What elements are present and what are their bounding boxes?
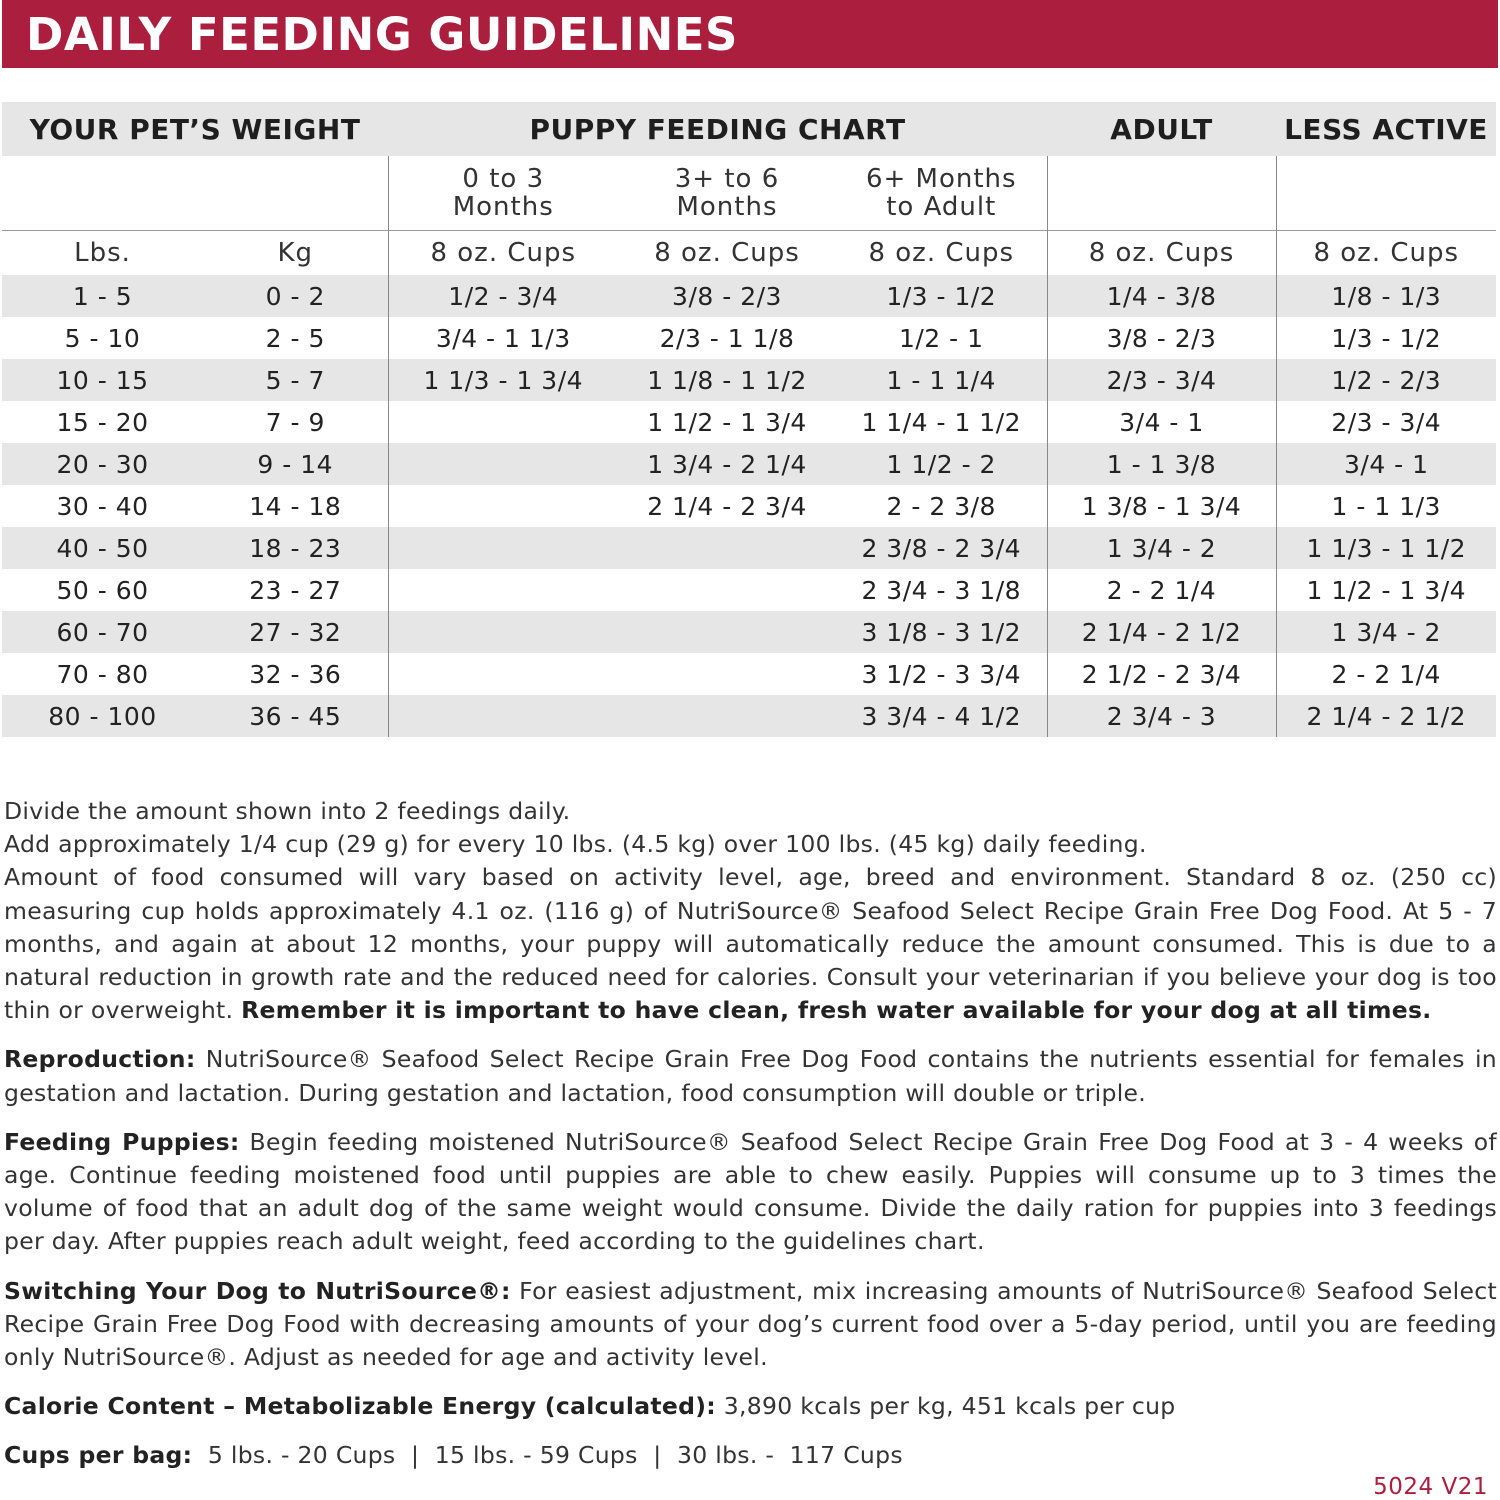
- cell-adult: 2/3 - 3/4: [1047, 359, 1276, 401]
- cups-label: Cups per bag:: [4, 1441, 193, 1470]
- cell-less-active: 1/2 - 2/3: [1276, 359, 1496, 401]
- cell-kg: 9 - 14: [203, 443, 388, 485]
- cell-puppy-6-adult: 2 3/8 - 2 3/4: [836, 527, 1047, 569]
- cell-lbs: 70 - 80: [56, 659, 149, 689]
- cell-puppy-3-6: 2 1/4 - 2 3/4: [647, 491, 807, 521]
- cell-less-active: 1 - 1 1/3: [1276, 485, 1496, 527]
- table-row: [2, 653, 1496, 695]
- cell-kg: 36 - 45: [203, 695, 388, 737]
- cell-adult: 2 - 2 1/4: [1047, 569, 1276, 611]
- cell-adult: 3/4 - 1: [1047, 401, 1276, 443]
- cell-adult: 3/8 - 2/3: [1047, 317, 1276, 359]
- cell-puppy-0-3: [388, 443, 618, 485]
- cell-puppy-3-6: [618, 611, 836, 653]
- cell-puppy-0-3: [388, 569, 618, 611]
- cell-kg: 23 - 27: [249, 575, 342, 605]
- cell-kg: 27 - 32: [203, 611, 388, 653]
- cell-less-active: 1/3 - 1/2: [1276, 317, 1496, 359]
- cell-adult: 1 3/4 - 2: [1047, 527, 1276, 569]
- cell-less-active: 1 1/2 - 1 3/4: [1276, 569, 1496, 611]
- feeding-table: [2, 102, 1496, 737]
- product-code: 5024 V21: [1373, 1474, 1488, 1500]
- cell-puppy-3-6: [618, 695, 836, 737]
- cell-adult: 2 3/4 - 3: [1047, 695, 1276, 737]
- cell-puppy-6-adult: 1/3 - 1/2: [836, 275, 1047, 317]
- header-puppy: PUPPY FEEDING CHART: [388, 102, 1047, 156]
- cell-puppy-3-6: [618, 527, 836, 569]
- cell-puppy-0-3: [388, 527, 618, 569]
- unit-kg: Kg: [203, 231, 388, 276]
- cell-lbs: 50 - 60: [56, 575, 149, 605]
- calorie-label: Calorie Content – Metabolizable Energy (calculated):: [4, 1392, 716, 1421]
- note-cups: [4, 1439, 1497, 1472]
- reproduction-text: NutriSource® Seafood Select Recipe Grain Free Dog Food contains the nutrients essential for females in gestation and lactation. During gestation and lactation, food consumption will double or triple.: [4, 1045, 1497, 1107]
- unit-row: [2, 231, 1496, 276]
- note-reproduction: [4, 1043, 1497, 1109]
- cell-puppy-6-adult: 3 3/4 - 4 1/2: [836, 695, 1047, 737]
- note-water: Remember it is important to have clean, fresh water available for your dog at all times.: [241, 996, 1432, 1025]
- cell-less-active: 2 - 2 1/4: [1276, 653, 1496, 695]
- table-row: [2, 275, 1496, 317]
- page-title: DAILY FEEDING GUIDELINES: [26, 8, 738, 61]
- cell-puppy-6-adult: 3 1/2 - 3 3/4: [861, 659, 1022, 689]
- cell-puppy-0-3: [388, 695, 618, 737]
- cell-puppy-3-6: 1 1/2 - 1 3/4: [647, 407, 807, 437]
- table-row: [2, 695, 1496, 737]
- cell-adult: 1 - 1 3/8: [1047, 443, 1276, 485]
- cell-lbs: 30 - 40: [56, 491, 149, 521]
- cell-puppy-0-3: [388, 401, 618, 443]
- cell-puppy-3-6: 1 1/8 - 1 1/2: [618, 359, 836, 401]
- cell-lbs: 40 - 50: [2, 527, 203, 569]
- cell-less-active: 3/4 - 1: [1276, 443, 1496, 485]
- puppies-text: Begin feeding moistened NutriSource® Seafood Select Recipe Grain Free Dog Food at 3 - 4 weeks of age. Continue feeding moistened food until puppies are able to chew easily. Puppies will consume up to 3 times the volume of food that an adult dog of the same weight would consume. Divide the daily ration for puppies into 3 feedings per day. After puppies reach adult weight, feed according to the guidelines chart.: [4, 1127, 1497, 1256]
- cell-puppy-0-3: [388, 653, 618, 695]
- note-feedings: Divide the amount shown into 2 feedings daily.: [4, 797, 571, 825]
- cell-kg: 7 - 9: [265, 407, 325, 437]
- puppies-label: Feeding Puppies:: [4, 1127, 240, 1156]
- note-switching: [4, 1275, 1497, 1375]
- table-row: [2, 611, 1496, 653]
- cell-puppy-3-6: 1 3/4 - 2 1/4: [618, 443, 836, 485]
- table-row: [2, 569, 1496, 611]
- cell-puppy-3-6: 3/8 - 2/3: [618, 275, 836, 317]
- cell-kg: 32 - 36: [249, 659, 342, 689]
- note-puppies: [4, 1126, 1497, 1259]
- unit-puppy-6-adult: 8 oz. Cups: [836, 231, 1047, 276]
- note-calorie: [4, 1390, 1497, 1423]
- reproduction-label: Reproduction:: [4, 1045, 196, 1074]
- age-3-6: 3+ to 6 Months: [674, 164, 780, 222]
- cell-less-active: 2/3 - 3/4: [1276, 401, 1496, 443]
- age-row: [2, 156, 1496, 231]
- unit-lbs: Lbs.: [2, 231, 203, 276]
- table-row: [2, 359, 1496, 401]
- cell-adult: 2 1/2 - 2 3/4: [1047, 653, 1276, 695]
- cell-less-active: 2 1/4 - 2 1/2: [1276, 695, 1496, 737]
- note-over-100: Add approximately 1/4 cup (29 g) for every 10 lbs. (4.5 kg) over 100 lbs. (45 kg) daily feeding.: [4, 830, 1147, 859]
- cell-less-active: 1 1/3 - 1 1/2: [1276, 527, 1496, 569]
- cell-lbs: 20 - 30: [2, 443, 203, 485]
- table-header-row: [2, 102, 1496, 156]
- cell-puppy-0-3: [388, 485, 618, 527]
- unit-puppy-0-3: 8 oz. Cups: [388, 231, 618, 276]
- cell-puppy-3-6: [618, 569, 836, 611]
- note-amount: [4, 861, 1497, 1027]
- cell-puppy-6-adult: 1 1/4 - 1 1/2: [861, 407, 1022, 437]
- cell-lbs: 80 - 100: [2, 695, 203, 737]
- cell-puppy-0-3: 1 1/3 - 1 3/4: [388, 359, 618, 401]
- cell-kg: 0 - 2: [203, 275, 388, 317]
- cell-puppy-3-6: [618, 653, 836, 695]
- cell-adult: 1 3/8 - 1 3/4: [1047, 485, 1276, 527]
- cell-puppy-3-6: 2/3 - 1 1/8: [659, 323, 795, 353]
- unit-puppy-3-6: 8 oz. Cups: [618, 231, 836, 276]
- table-row: [2, 317, 1496, 359]
- cell-puppy-6-adult: 2 - 2 3/8: [886, 491, 996, 521]
- age-6-adult: 6+ Months to Adult: [865, 164, 1017, 222]
- header-adult: ADULT: [1047, 102, 1276, 156]
- cell-kg: 5 - 7: [203, 359, 388, 401]
- notes: [4, 795, 1497, 1489]
- cell-lbs: 60 - 70: [2, 611, 203, 653]
- table-row: [2, 443, 1496, 485]
- cups-text: 5 lbs. - 20 Cups | 15 lbs. - 59 Cups | 30 lbs. - 117 Cups: [207, 1441, 903, 1470]
- cell-adult: 1/4 - 3/8: [1047, 275, 1276, 317]
- switching-text: For easiest adjustment, mix increasing amounts of NutriSource® Seafood Select Recipe Grain Free Dog Food with decreasing amounts of your dog’s current food over a 5-day period, until you are feeding only NutriSource®. Adjust as needed for age and activity level.: [4, 1276, 1497, 1372]
- cell-less-active: 1/8 - 1/3: [1276, 275, 1496, 317]
- cell-puppy-6-adult: 1/2 - 1: [898, 323, 984, 353]
- cell-puppy-6-adult: 3 1/8 - 3 1/2: [836, 611, 1047, 653]
- cell-puppy-6-adult: 2 3/4 - 3 1/8: [861, 575, 1022, 605]
- cell-puppy-0-3: [388, 611, 618, 653]
- unit-adult: 8 oz. Cups: [1047, 231, 1276, 276]
- unit-less-active: 8 oz. Cups: [1276, 231, 1496, 276]
- cell-puppy-0-3: 1/2 - 3/4: [388, 275, 618, 317]
- cell-kg: 14 - 18: [249, 491, 342, 521]
- cell-lbs: 5 - 10: [64, 323, 141, 353]
- cell-lbs: 1 - 5: [2, 275, 203, 317]
- cell-kg: 2 - 5: [265, 323, 325, 353]
- cell-adult: 2 1/4 - 2 1/2: [1047, 611, 1276, 653]
- cell-less-active: 1 3/4 - 2: [1276, 611, 1496, 653]
- switching-label: Switching Your Dog to NutriSource®:: [4, 1276, 511, 1305]
- header-less-active: LESS ACTIVE: [1276, 102, 1496, 156]
- cell-lbs: 15 - 20: [56, 407, 149, 437]
- age-0-3: 0 to 3 Months: [388, 156, 618, 231]
- table-row: [2, 485, 1496, 527]
- title-bar: [2, 0, 1498, 68]
- cell-kg: 18 - 23: [203, 527, 388, 569]
- header-weight: YOUR PET’S WEIGHT: [2, 102, 388, 156]
- cell-puppy-0-3: 3/4 - 1 1/3: [388, 317, 618, 359]
- note-amount-text: Amount of food consumed will vary based on activity level, age, breed and environment. Standard 8 oz. (250 cc) measuring cup holds approximately 4.1 oz. (116 g) of NutriSource® Seafood Select Recipe Grain Free Dog Food. At 5 - 7 months, and again at about 12 months, your puppy will automatically reduce the amount consumed. This is due to a natural reduction in growth rate and the reduced need for calories. Consult your veterinarian if you believe your dog is too thin or overweight.: [4, 863, 1497, 1025]
- cell-lbs: 10 - 15: [2, 359, 203, 401]
- cell-puppy-6-adult: 1 - 1 1/4: [836, 359, 1047, 401]
- table-row: [2, 401, 1496, 443]
- calorie-text: 3,890 kcals per kg, 451 kcals per cup: [723, 1392, 1176, 1421]
- cell-puppy-6-adult: 1 1/2 - 2: [836, 443, 1047, 485]
- table-row: [2, 527, 1496, 569]
